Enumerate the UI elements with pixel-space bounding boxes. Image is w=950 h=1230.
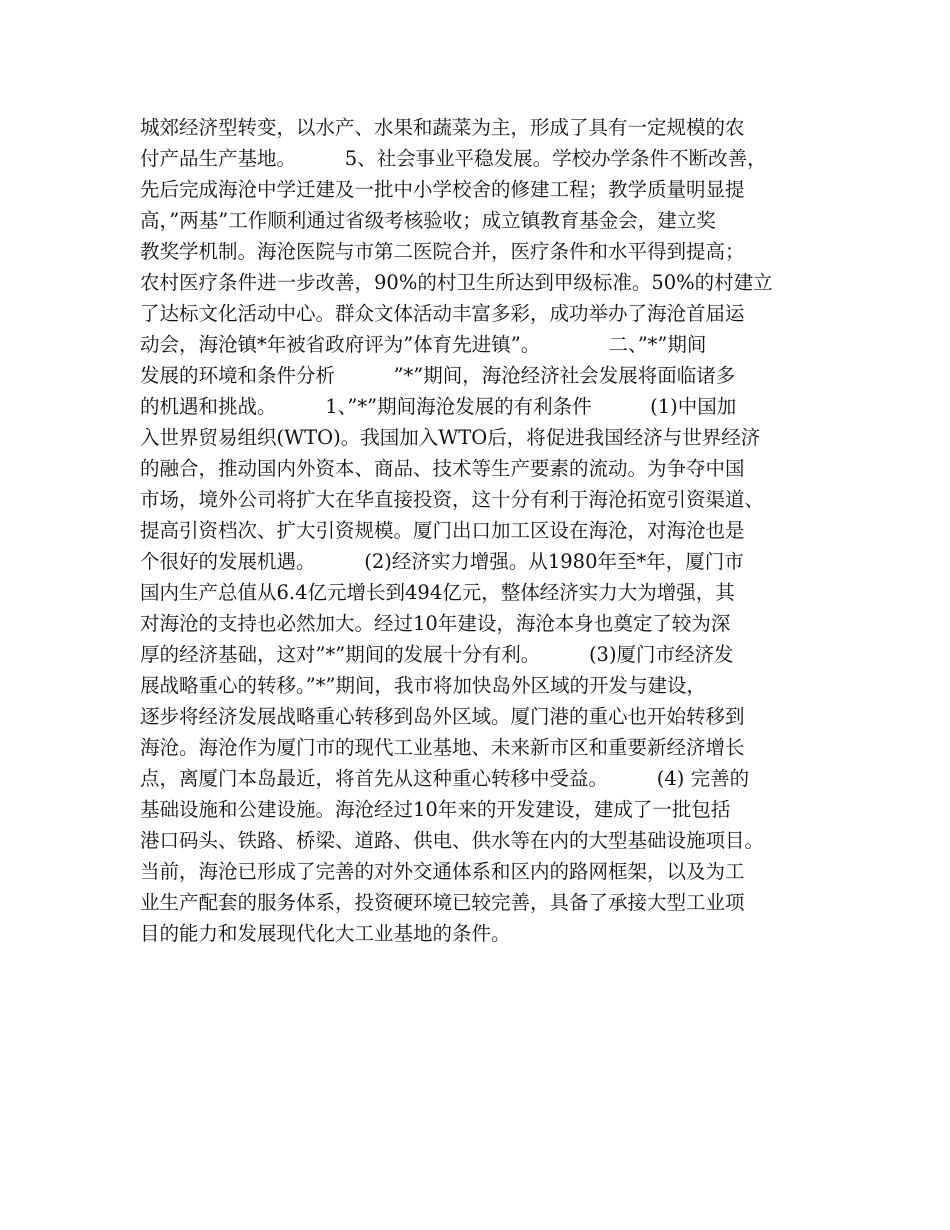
text-line: 当前，海沧已形成了完善的对外交通体系和区内的路网框架，以及为工 <box>140 860 745 883</box>
text-line: 的融合，推动国内外资本、商品、技术等生产要素的流动。为争夺中国 <box>140 457 745 480</box>
text-line: 动会，海沧镇*年被省政府评为”体育先进镇”。 二、”*”期间 <box>140 333 707 356</box>
text-line: 国内生产总值从6.4亿元增长到494亿元，整体经济实力大为增强，其 <box>140 581 735 604</box>
text-line: 高，”两基”工作顺利通过省级考核验收；成立镇教育基金会，建立奖 <box>140 209 716 232</box>
text-line: 城郊经济型转变，以水产、水果和蔬菜为主，形成了具有一定规模的农 <box>140 116 745 139</box>
text-line: 个很好的发展机遇。 (2)经济实力增强。从1980年至*年，厦门市 <box>140 550 744 573</box>
text-line: 目的能力和发展现代化大工业基地的条件。 <box>140 922 511 945</box>
text-line: 的机遇和挑战。 1、”*”期间海沧发展的有利条件 (1)中国加 <box>140 395 737 418</box>
text-line: 发展的环境和条件分析 ”*”期间，海沧经济社会发展将面临诸多 <box>140 364 736 387</box>
text-line: 农村医疗条件进一步改善，90%的村卫生所达到甲级标准。50%的村建立 <box>140 271 773 294</box>
text-line: 对海沧的支持也必然加大。经过10年建设，海沧本身也奠定了较为深 <box>140 612 731 635</box>
body-text <box>140 112 830 949</box>
text-line: 逐步将经济发展战略重心转移到岛外区域。厦门港的重心也开始转移到 <box>140 705 745 728</box>
text-line: 业生产配套的服务体系，投资硬环境已较完善，具备了承接大型工业项 <box>140 891 745 914</box>
text-line: 点，离厦门本岛最近，将首先从这种重心转移中受益。 (4) 完善的 <box>140 767 750 790</box>
text-line: 港口码头、铁路、桥梁、道路、供电、供水等在内的大型基础设施项目。 <box>140 829 765 852</box>
text-line: 市场，境外公司将扩大在华直接投资，这十分有利于海沧拓宽引资渠道、 <box>140 488 765 511</box>
text-line: 教奖学机制。海沧医院与市第二医院合并，医疗条件和水平得到提高； <box>140 240 745 263</box>
text-line: 基础设施和公建设施。海沧经过10年来的开发建设，建成了一批包括 <box>140 798 731 821</box>
text-line: 付产品生产基地。 5、社会事业平稳发展。学校办学条件不断改善， <box>140 147 767 170</box>
text-line: 厚的经济基础，这对”*”期间的发展十分有利。 (3)厦门市经济发 <box>140 643 734 666</box>
text-line: 海沧。海沧作为厦门市的现代工业基地、未来新市区和重要新经济增长 <box>140 736 745 759</box>
text-line: 提高引资档次、扩大引资规模。厦门出口加工区设在海沧，对海沧也是 <box>140 519 745 542</box>
text-line: 了达标文化活动中心。群众文体活动丰富多彩，成功举办了海沧首届运 <box>140 302 745 325</box>
text-line: 入世界贸易组织(WTO)。我国加入WTO后，将促进我国经济与世界经济 <box>140 426 761 449</box>
text-line: 先后完成海沧中学迁建及一批中小学校舍的修建工程；教学质量明显提 <box>140 178 745 201</box>
text-line: 展战略重心的转移。”*”期间，我市将加快岛外区域的开发与建设， <box>140 674 706 697</box>
